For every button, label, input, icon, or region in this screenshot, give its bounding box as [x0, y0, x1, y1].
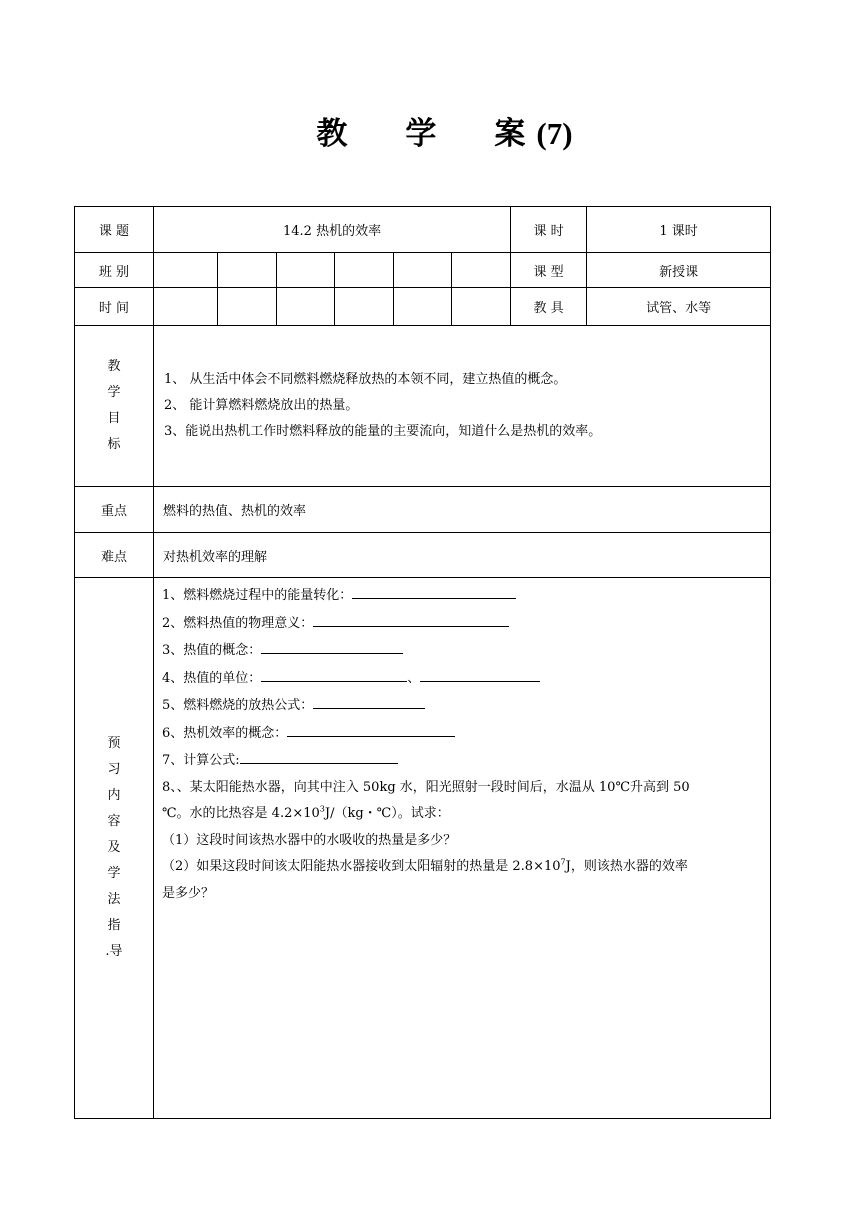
- title-char: 学: [405, 116, 437, 152]
- answer-blank: [313, 610, 509, 627]
- time-cell: [154, 288, 218, 326]
- class-cell: [394, 253, 452, 288]
- preview-label-char: 习: [107, 762, 121, 777]
- separator: 、: [407, 670, 421, 686]
- question-text: 4、热值的单位：: [162, 670, 262, 686]
- row-class: [75, 253, 771, 288]
- row-goals: [75, 326, 771, 487]
- class-cell: [154, 253, 218, 288]
- tools-label: 教 具: [511, 288, 587, 326]
- preview-label-char: 预: [107, 736, 121, 751]
- answer-blank: [261, 637, 403, 654]
- preview-label-char: 学: [107, 866, 121, 881]
- preview-label-char: 内: [107, 788, 121, 803]
- time-cell: [218, 288, 277, 326]
- preview-question-4: [162, 665, 762, 693]
- class-cell: [452, 253, 511, 288]
- row-key-point: [75, 487, 771, 533]
- goals-label-char: 目: [107, 411, 121, 426]
- question-text: ℃。水的比热容是 4.2×10: [162, 806, 320, 821]
- preview-label-char: 及: [107, 840, 121, 855]
- preview-label-char: 法: [107, 892, 121, 907]
- answer-blank: [352, 582, 516, 599]
- question-text: 2、燃料热值的物理意义：: [162, 615, 314, 631]
- class-cell: [335, 253, 394, 288]
- preview-subquestion-2: [162, 854, 762, 881]
- class-label: 班 别: [75, 253, 154, 288]
- preview-question-8-cont: [162, 801, 762, 828]
- goal-item: 1、 从生活中体会不同燃料燃烧释放热的本领不同，建立热值的概念。: [164, 372, 567, 387]
- question-text: （2）如果这段时间该太阳能热水器接收到太阳辐射的热量是 2.8×10: [162, 859, 561, 874]
- title-char: 教: [316, 116, 348, 152]
- page-title: [0, 108, 860, 153]
- type-label: 课 型: [511, 253, 587, 288]
- time-cell: [277, 288, 335, 326]
- question-text: 7、计算公式:: [162, 753, 240, 768]
- preview-label-char: 指: [107, 918, 121, 933]
- preview-label: [75, 578, 154, 1119]
- row-preview: [75, 578, 771, 1119]
- question-text: J，则该热水器的效率: [565, 859, 688, 874]
- goals-label-char: 教: [107, 359, 121, 374]
- row-difficulty: [75, 533, 771, 578]
- title-number: (7): [536, 116, 573, 151]
- goal-item: 2、 能计算燃料燃烧放出的热量。: [164, 398, 359, 413]
- goal-item: 3、能说出热机工作时燃料释放的能量的主要流向，知道什么是热机的效率。: [164, 424, 602, 439]
- hours-label: 课 时: [511, 207, 587, 253]
- question-text: 6、热机效率的概念：: [162, 725, 288, 741]
- row-topic: [75, 207, 771, 253]
- superscript: 3: [319, 804, 325, 814]
- preview-label-char: 容: [107, 814, 121, 829]
- preview-question-7: [162, 747, 762, 775]
- preview-question-2: [162, 610, 762, 638]
- hours-value: 1 课时: [587, 207, 771, 253]
- goals-label: [75, 326, 154, 487]
- goals-label-char: 学: [107, 385, 121, 400]
- preview-subquestion-1: （1）这段时间该热水器中的水吸收的热量是多少？: [162, 832, 457, 848]
- question-text: 5、燃料燃烧的放热公式：: [162, 698, 314, 713]
- key-point-value: 燃料的热值、热机的效率: [154, 487, 771, 533]
- topic-label: 课 题: [75, 207, 154, 253]
- time-cell: [335, 288, 394, 326]
- preview-question-3: [162, 637, 762, 665]
- time-cell: [452, 288, 511, 326]
- time-cell: [394, 288, 452, 326]
- answer-blank: [261, 665, 407, 682]
- goals-content: [154, 326, 771, 487]
- question-text: 3、热值的概念：: [162, 643, 262, 658]
- preview-content: [154, 578, 771, 1119]
- answer-blank: [287, 720, 455, 737]
- difficulty-value: 对热机效率的理解: [154, 533, 771, 578]
- class-cell: [277, 253, 335, 288]
- superscript: 7: [560, 857, 566, 867]
- topic-value: 14.2 热机的效率: [154, 207, 511, 253]
- row-time: [75, 288, 771, 326]
- time-label: 时 间: [75, 288, 154, 326]
- preview-question-5: [162, 692, 762, 720]
- question-text: 1、燃料燃烧过程中的能量转化：: [162, 588, 353, 603]
- preview-question-8: 8、、某太阳能热水器，向其中注入 50kg 水，阳光照射一段时间后，水温从 10℃升高到 50: [162, 779, 690, 795]
- type-value: 新授课: [587, 253, 771, 288]
- title-char: 案: [494, 116, 526, 152]
- class-cell: [218, 253, 277, 288]
- answer-blank: [420, 665, 540, 682]
- preview-subquestion-2-cont: 是多少？: [162, 885, 215, 901]
- key-point-label: 重点: [75, 487, 154, 533]
- answer-blank: [240, 747, 398, 764]
- preview-question-6: [162, 720, 762, 748]
- preview-question-1: [162, 582, 762, 610]
- tools-value: 试管、水等: [587, 288, 771, 326]
- difficulty-label: 难点: [75, 533, 154, 578]
- question-text: J/（kg・℃）。试求：: [324, 806, 450, 821]
- lesson-plan-table: [74, 206, 771, 1119]
- answer-blank: [313, 692, 425, 709]
- goals-label-char: 标: [107, 437, 121, 452]
- preview-label-char: .导: [105, 944, 123, 959]
